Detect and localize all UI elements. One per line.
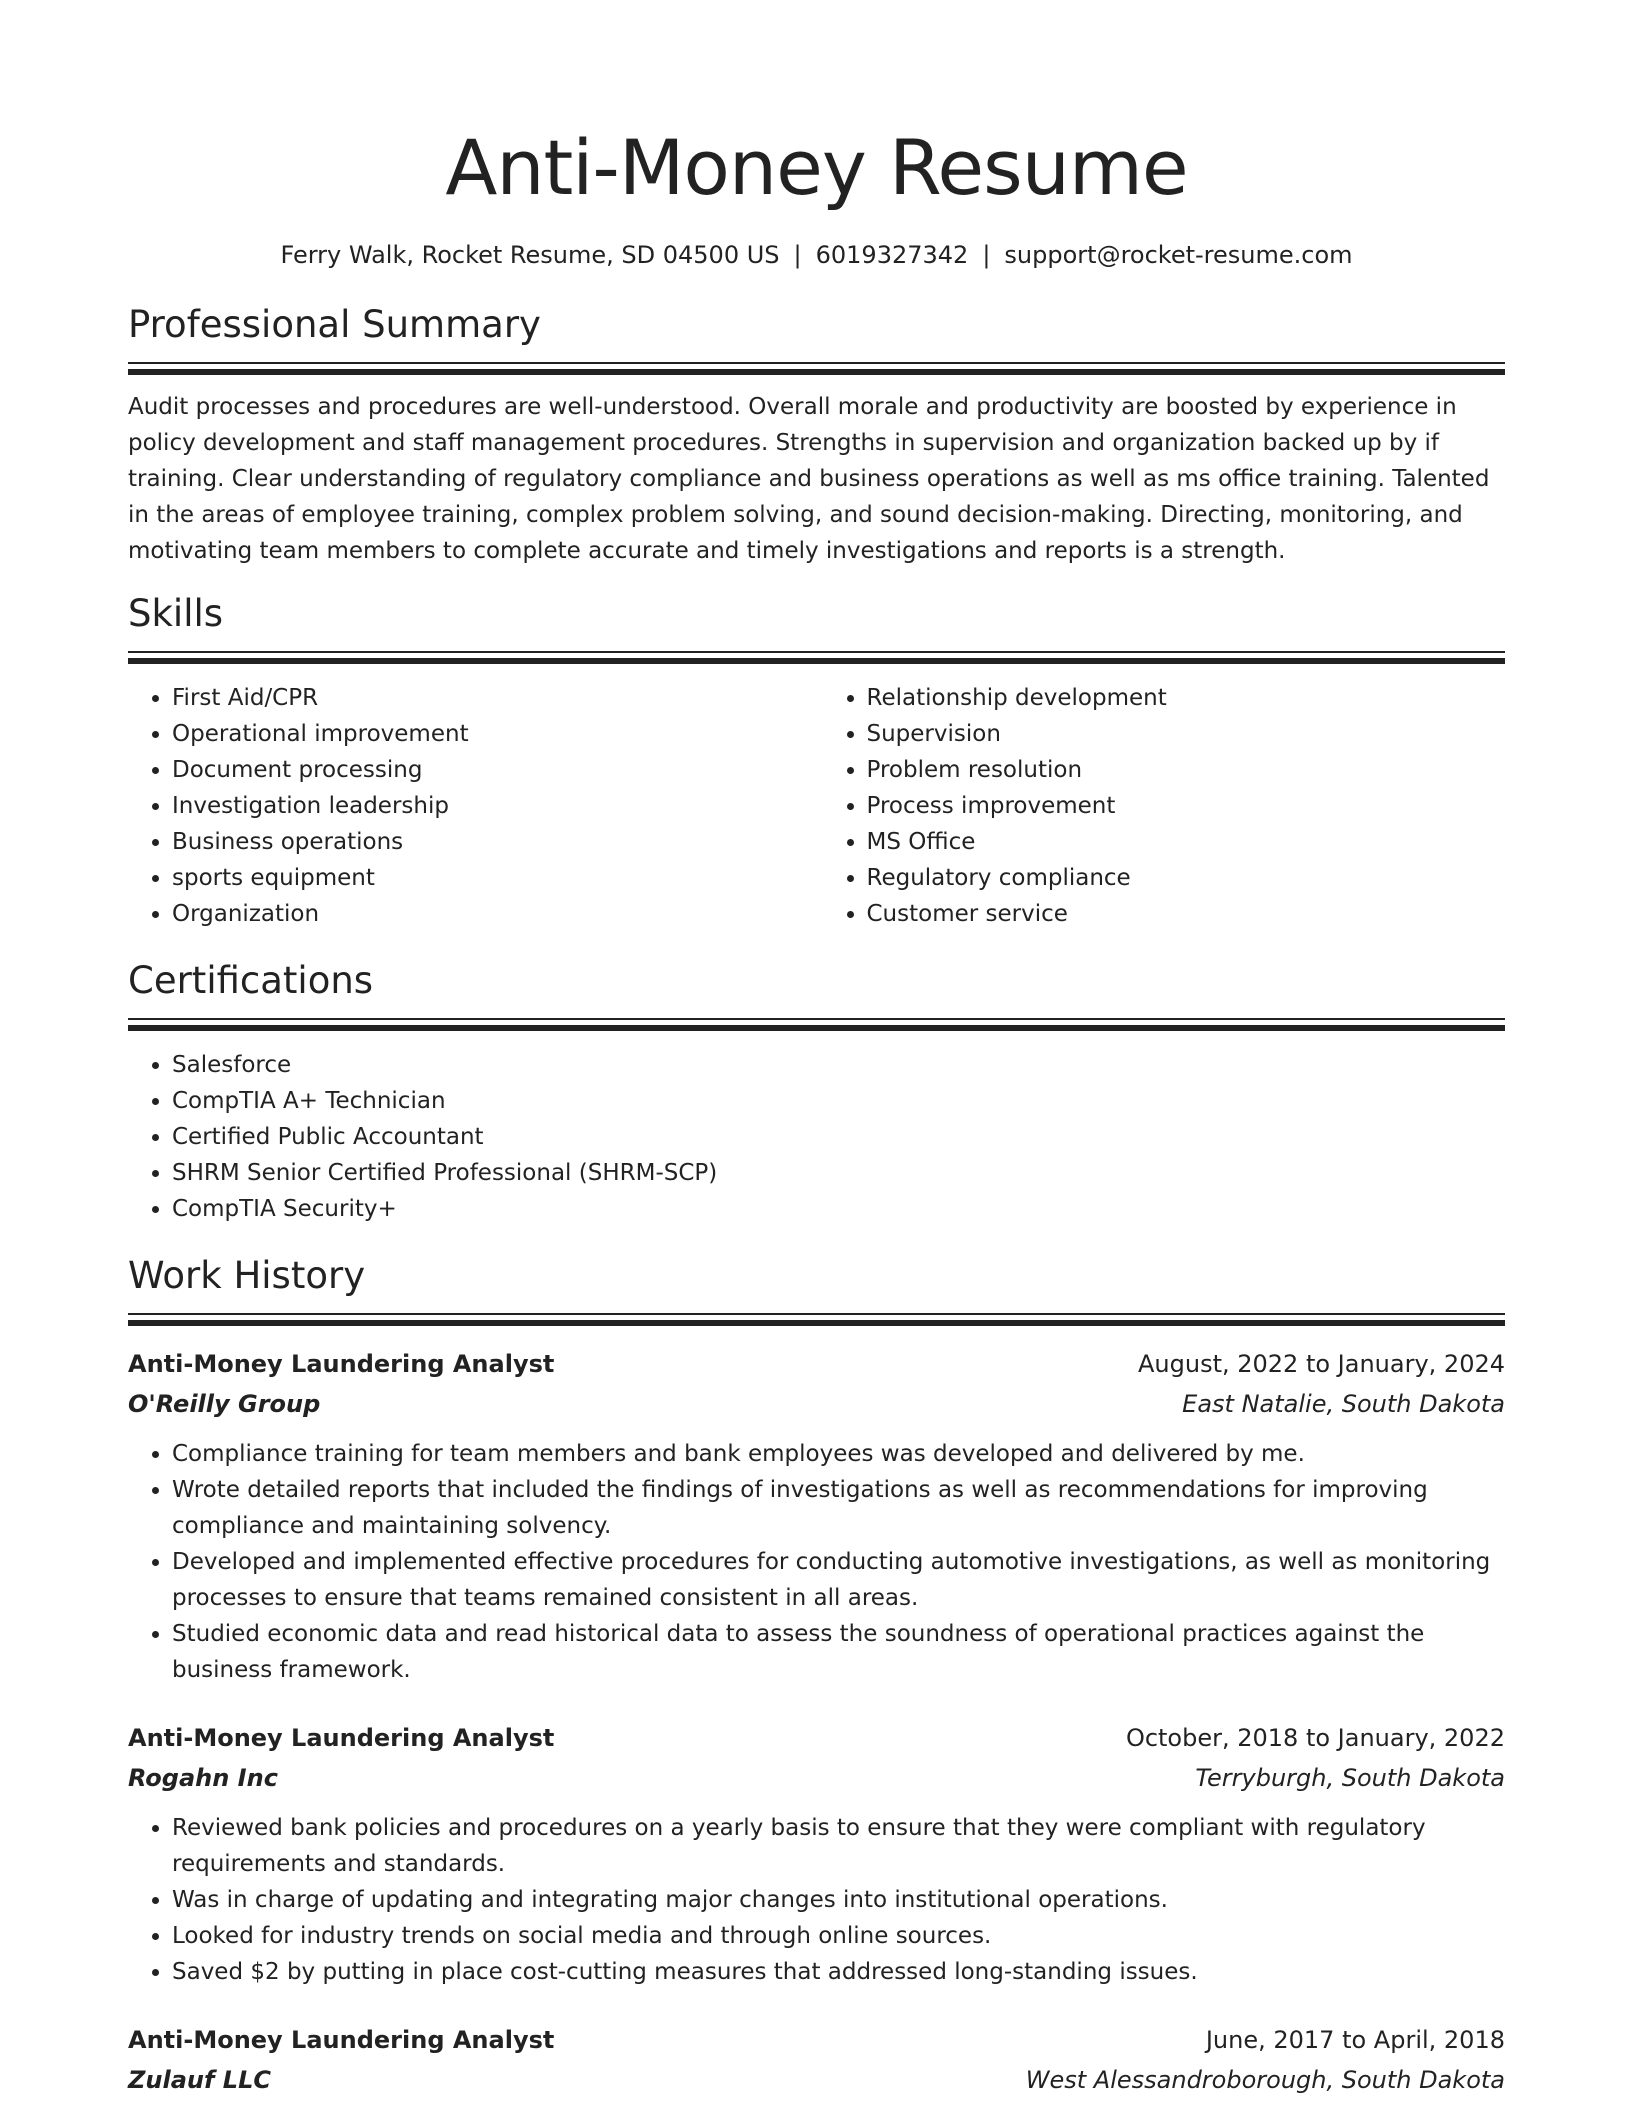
skill-item: • Organization xyxy=(172,896,817,932)
resume-name: Anti-Money Resume xyxy=(445,123,1188,212)
job-bullet: • Studied economic data and read historical data to assess the soundness of operational practices against the business framework. xyxy=(172,1616,1505,1688)
contact-line xyxy=(128,238,1505,272)
job-subheader xyxy=(128,2060,1505,2100)
section-divider-thick xyxy=(128,1320,1505,1326)
work-history-section xyxy=(128,1253,1505,2100)
job-title: Anti-Money Laundering Analyst xyxy=(128,1350,555,1378)
job-bullet: • Wrote detailed reports that included the findings of investigations as well as recommendations for improving compliance and maintaining solvency. xyxy=(172,1472,1505,1544)
job-bullet: • Was in charge of updating and integrating major changes into institutional operations. xyxy=(172,1882,1505,1918)
skills-list-right xyxy=(817,680,1506,932)
skill-item: • sports equipment xyxy=(172,860,817,896)
job-dates: August, 2022 to January, 2024 xyxy=(1138,1350,1505,1378)
skills-section xyxy=(128,591,1505,932)
contact-separator: | xyxy=(982,241,991,269)
section-divider-thick xyxy=(128,1025,1505,1031)
certification-item: • CompTIA A+ Technician xyxy=(172,1083,1505,1119)
certification-item: • Salesforce xyxy=(172,1047,1505,1083)
section-divider-thick xyxy=(128,658,1505,664)
job-entry xyxy=(128,1344,1505,1688)
skill-item: • First Aid/CPR xyxy=(172,680,817,716)
job-header xyxy=(128,1718,1505,1758)
contact-email: support@rocket-resume.com xyxy=(1004,241,1353,269)
section-title-skills: Skills xyxy=(128,592,224,635)
skills-columns xyxy=(128,680,1505,932)
section-divider xyxy=(128,1018,1505,1020)
section-divider xyxy=(128,362,1505,364)
job-location: East Natalie, South Dakota xyxy=(1182,1390,1505,1418)
certification-item: • Certified Public Accountant xyxy=(172,1119,1505,1155)
job-bullets xyxy=(128,1810,1505,1990)
skill-item: • Regulatory compliance xyxy=(867,860,1506,896)
job-entry xyxy=(128,1718,1505,1990)
job-bullet: • Saved $2 by putting in place cost-cutting measures that addressed long-standing issues. xyxy=(172,1954,1505,1990)
summary-section xyxy=(128,302,1505,569)
skill-item: • Operational improvement xyxy=(172,716,817,752)
section-divider xyxy=(128,651,1505,653)
contact-address: Ferry Walk, Rocket Resume, SD 04500 US xyxy=(280,241,780,269)
job-location: West Alessandroborough, South Dakota xyxy=(1025,2066,1505,2094)
skill-item: • Document processing xyxy=(172,752,817,788)
skill-item: • Supervision xyxy=(867,716,1506,752)
job-subheader xyxy=(128,1758,1505,1798)
contact-separator: | xyxy=(793,241,802,269)
job-entry xyxy=(128,2020,1505,2100)
skills-list-left xyxy=(128,680,817,932)
job-company: O'Reilly Group xyxy=(128,1390,321,1418)
skill-item: • Problem resolution xyxy=(867,752,1506,788)
certifications-list xyxy=(128,1047,1505,1227)
skill-item: • Investigation leadership xyxy=(172,788,817,824)
summary-text: Audit processes and procedures are well-understood. Overall morale and productivity are boosted by experience in policy development and staff management procedures. Strengths in supervision and organization backed up by if training. Clear understanding of regulatory compliance and business operations as well as ms office training. Talented in the areas of employee training, complex problem solving, and sound decision-making. Directing, monitoring, and motivating team members to complete accurate and timely investigations and reports is a strength. xyxy=(128,394,1490,564)
job-bullets xyxy=(128,1436,1505,1688)
job-company: Rogahn Inc xyxy=(128,1764,278,1792)
skill-item: • Relationship development xyxy=(867,680,1506,716)
skill-item: • MS Office xyxy=(867,824,1506,860)
job-title: Anti-Money Laundering Analyst xyxy=(128,2026,555,2054)
section-title-work-history: Work History xyxy=(128,1254,366,1297)
skill-item: • Process improvement xyxy=(867,788,1506,824)
job-location: Terryburgh, South Dakota xyxy=(1195,1764,1505,1792)
section-title-certifications: Certifications xyxy=(128,959,374,1002)
section-title-summary: Professional Summary xyxy=(128,303,541,346)
job-bullet: • Looked for industry trends on social media and through online sources. xyxy=(172,1918,1505,1954)
certifications-section xyxy=(128,958,1505,1227)
job-company: Zulauf LLC xyxy=(128,2066,271,2094)
job-title: Anti-Money Laundering Analyst xyxy=(128,1724,555,1752)
job-dates: October, 2018 to January, 2022 xyxy=(1125,1724,1505,1752)
job-bullet: • Reviewed bank policies and procedures on a yearly basis to ensure that they were compliant with regulatory requirements and standards. xyxy=(172,1810,1505,1882)
job-header xyxy=(128,1344,1505,1384)
skill-item: • Customer service xyxy=(867,896,1506,932)
section-divider-thick xyxy=(128,369,1505,375)
certification-item: • SHRM Senior Certified Professional (SHRM-SCP) xyxy=(172,1155,1505,1191)
certification-item: • CompTIA Security+ xyxy=(172,1191,1505,1227)
contact-phone: 6019327342 xyxy=(815,241,969,269)
skill-item: • Business operations xyxy=(172,824,817,860)
section-divider xyxy=(128,1313,1505,1315)
resume-page xyxy=(128,0,1505,2100)
job-subheader xyxy=(128,1384,1505,1424)
job-bullet: • Compliance training for team members and bank employees was developed and delivered by me. xyxy=(172,1436,1505,1472)
job-dates: June, 2017 to April, 2018 xyxy=(1205,2026,1505,2054)
job-bullet: • Developed and implemented effective procedures for conducting automotive investigations, as well as monitoring processes to ensure that teams remained consistent in all areas. xyxy=(172,1544,1505,1616)
job-header xyxy=(128,2020,1505,2060)
